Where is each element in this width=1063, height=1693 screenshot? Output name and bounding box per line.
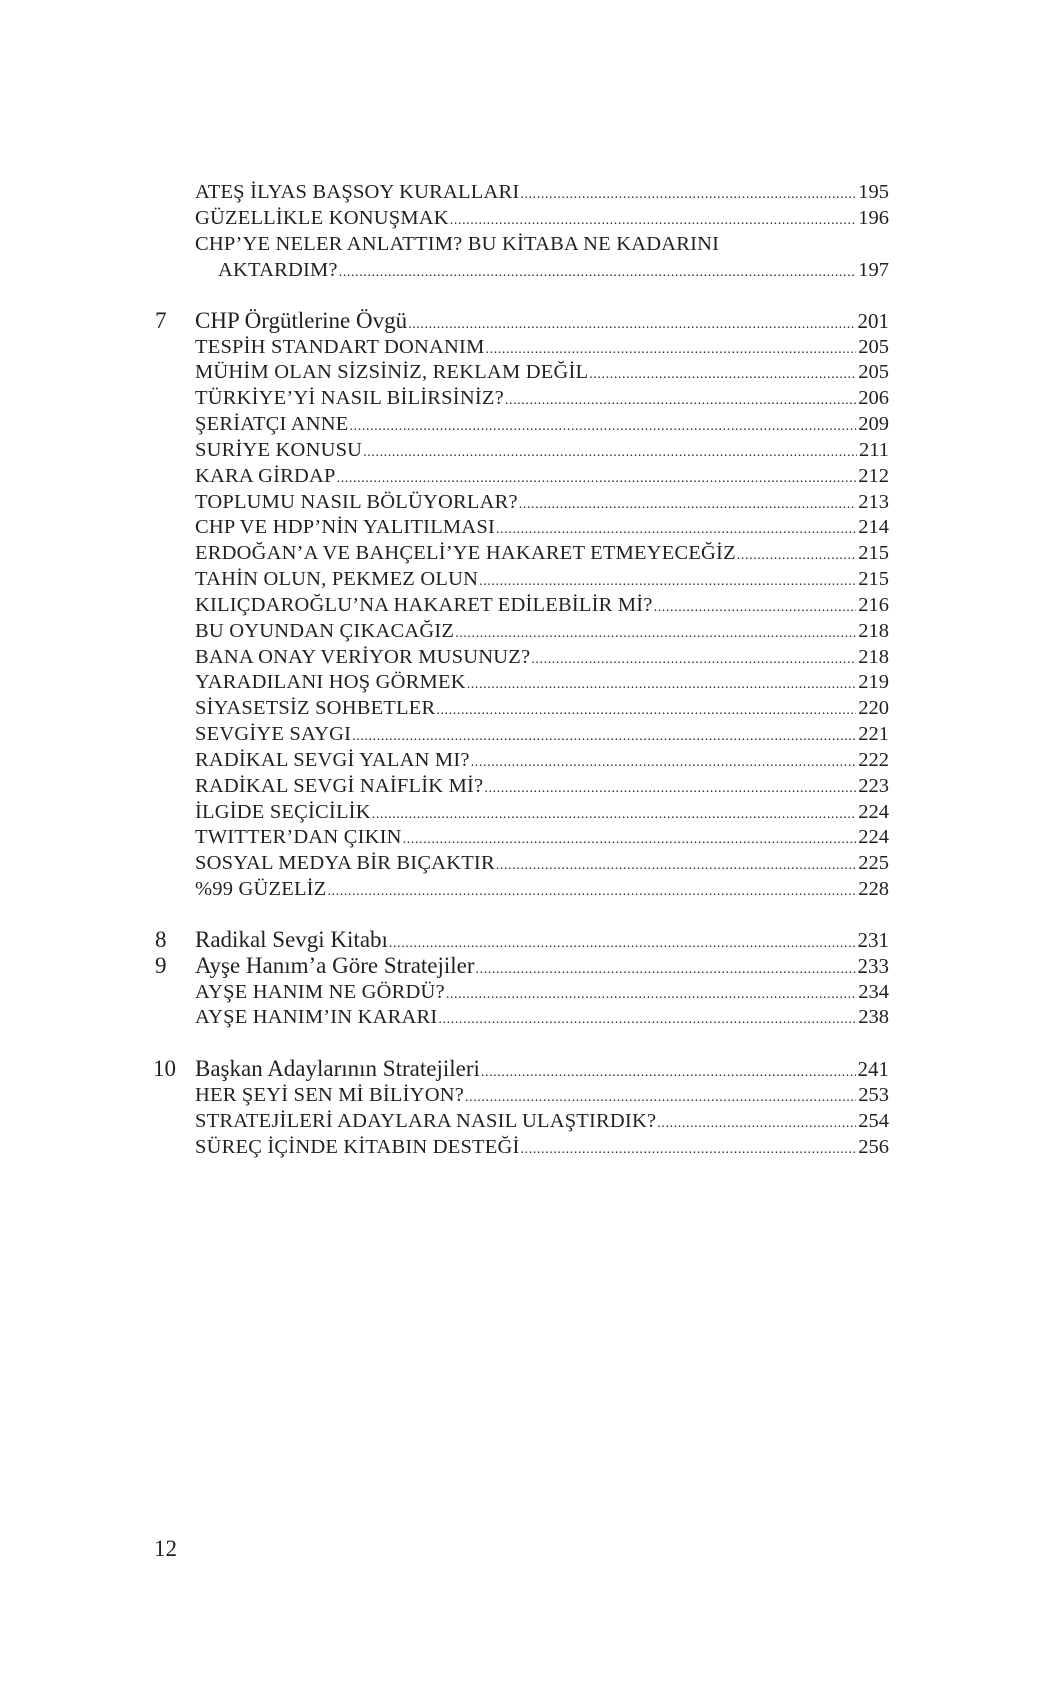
- chapter-number: 8: [155, 927, 167, 952]
- toc-entry-page: 233: [857, 954, 889, 978]
- toc-entry: [0, 1133, 1063, 1161]
- toc-entry-title: SİYASETSİZ SOHBETLER: [195, 697, 436, 719]
- toc-entry-page: 201: [857, 309, 889, 333]
- toc-entry-title: HER ŞEYİ SEN Mİ BİLİYON?: [195, 1084, 464, 1106]
- toc-entry-page: 223: [858, 775, 889, 797]
- toc-entry-page: 222: [858, 749, 889, 771]
- toc-entry-page: 253: [858, 1084, 889, 1106]
- toc-entry: [0, 333, 1063, 361]
- toc-entry-page: 241: [857, 1057, 889, 1081]
- toc-entry: [0, 436, 1063, 464]
- toc-entry: [0, 668, 1063, 696]
- toc-entry: [0, 643, 1063, 671]
- toc-entry-page: 213: [858, 491, 889, 513]
- toc-entry-page: 216: [858, 594, 889, 616]
- chapter-title: Başkan Adaylarının Stratejileri: [195, 1056, 480, 1081]
- toc-entry-page: 220: [858, 697, 889, 719]
- chapter-number: 7: [155, 308, 167, 333]
- dot-leader: [438, 1006, 856, 1034]
- toc-entry: [0, 384, 1063, 412]
- toc-entry-title: TWITTER’DAN ÇIKIN: [195, 826, 402, 848]
- toc-entry-title: TESPİH STANDART DONANIM: [195, 336, 485, 358]
- toc-entry: [0, 1081, 1063, 1109]
- toc-chapter: [0, 1055, 1063, 1083]
- toc-entry-page: 196: [858, 207, 889, 229]
- toc-entry: [0, 849, 1063, 877]
- toc-entry-title: RADİKAL SEVGİ YALAN MI?: [195, 749, 470, 771]
- toc-entry-title: CHP’YE NELER ANLATTIM? BU KİTABA NE KADARINI: [195, 233, 720, 255]
- toc-entry-page: 225: [858, 852, 889, 874]
- chapter-number: 10: [153, 1056, 176, 1081]
- toc-entry-continuation: [0, 256, 1063, 284]
- toc-entry-page: 209: [858, 413, 889, 435]
- toc-entry-page: 238: [858, 1006, 889, 1028]
- toc-entry-page: 221: [858, 723, 889, 745]
- toc-entry-page: 254: [858, 1110, 889, 1132]
- chapter-title: Radikal Sevgi Kitabı: [195, 927, 388, 952]
- toc-entry-page: 212: [858, 465, 889, 487]
- toc-entry-page: 206: [858, 387, 889, 409]
- toc-entry-page: 211: [859, 439, 889, 461]
- toc-entry-title: ATEŞ İLYAS BAŞSOY KURALLARI: [195, 181, 520, 203]
- page-number: 12: [154, 1536, 177, 1561]
- toc-entry-title: GÜZELLİKLE KONUŞMAK: [195, 207, 449, 229]
- toc-entry-title: ŞERİATÇI ANNE: [195, 413, 349, 435]
- toc-entry: [0, 875, 1063, 903]
- toc-entry-title: MÜHİM OLAN SİZSİNİZ, REKLAM DEĞİL: [195, 361, 589, 383]
- toc-entry: [0, 798, 1063, 826]
- toc-entry-title: TAHİN OLUN, PEKMEZ OLUN: [195, 568, 479, 590]
- toc-entry-page: 219: [858, 671, 889, 693]
- toc-entry: [0, 565, 1063, 593]
- toc-entry-title: SÜREÇ İÇİNDE KİTABIN DESTEĞİ: [195, 1136, 520, 1158]
- toc-entry-page: 215: [858, 542, 889, 564]
- toc-entry-title: SURİYE KONUSU: [195, 439, 363, 461]
- toc-entry: [0, 772, 1063, 800]
- toc-entry-title: CHP VE HDP’NİN YALITILMASI: [195, 516, 495, 538]
- toc-entry-page: 218: [858, 620, 889, 642]
- toc-entry-page: 234: [858, 981, 889, 1003]
- toc-entry: [0, 591, 1063, 619]
- toc-entry-page: 195: [858, 181, 889, 203]
- toc-entry-title: AYŞE HANIM NE GÖRDÜ?: [195, 981, 445, 1003]
- toc-entry-title: İLGİDE SEÇİCİLİK: [195, 801, 371, 823]
- toc-entry-title: TOPLUMU NASIL BÖLÜYORLAR?: [195, 491, 518, 513]
- toc-entry-title: AYŞE HANIM’IN KARARI: [195, 1006, 438, 1028]
- toc-entry-title: BANA ONAY VERİYOR MUSUNUZ?: [195, 646, 531, 668]
- toc-entry: [0, 720, 1063, 748]
- toc-entry: [0, 746, 1063, 774]
- toc-entry-title: SOSYAL MEDYA BİR BIÇAKTIR: [195, 852, 495, 874]
- toc-entry-page: 205: [858, 361, 889, 383]
- toc-entry-title: RADİKAL SEVGİ NAİFLİK Mİ?: [195, 775, 484, 797]
- toc-entry-title: %99 GÜZELİZ: [195, 878, 327, 900]
- toc-entry-page: 214: [858, 516, 889, 538]
- chapter-title: CHP Örgütlerine Övgü: [195, 308, 408, 333]
- toc-entry-page: 224: [858, 801, 889, 823]
- toc-entry: [0, 823, 1063, 851]
- toc-entry-page: 197: [858, 259, 889, 281]
- toc-chapter: [0, 952, 1063, 980]
- toc-entry: [0, 513, 1063, 541]
- toc-entry: [0, 617, 1063, 645]
- toc-entry-page: 205: [858, 336, 889, 358]
- dot-leader: [339, 259, 857, 287]
- chapter-title: Ayşe Hanım’a Göre Stratejiler: [195, 953, 475, 978]
- dot-leader: [521, 1136, 857, 1164]
- chapter-number: 9: [155, 953, 167, 978]
- toc-entry: [0, 204, 1063, 232]
- toc-entry-page: 256: [858, 1136, 889, 1158]
- toc-entry-title: TÜRKİYE’Yİ NASIL BİLİRSİNİZ?: [195, 387, 504, 409]
- toc-entry: [0, 178, 1063, 206]
- toc-entry: [0, 978, 1063, 1006]
- toc-entry-title: BU OYUNDAN ÇIKACAĞIZ: [195, 620, 455, 642]
- toc-entry: [0, 358, 1063, 386]
- toc-entry-title: KILIÇDAROĞLU’NA HAKARET EDİLEBİLİR Mİ?: [195, 594, 653, 616]
- toc-entry-title: AKTARDIM?: [218, 259, 338, 281]
- toc-entry-title: KARA GİRDAP: [195, 465, 336, 487]
- toc-chapter: [0, 926, 1063, 954]
- toc-entry: [0, 488, 1063, 516]
- toc-entry: [0, 410, 1063, 438]
- toc-entry: [0, 539, 1063, 567]
- toc-entry-title: ERDOĞAN’A VE BAHÇELİ’YE HAKARET ETMEYECEĞİZ: [195, 542, 736, 564]
- dot-leader: [327, 878, 856, 906]
- toc-entry: [0, 1107, 1063, 1135]
- toc-entry: [0, 694, 1063, 722]
- toc-chapter: [0, 307, 1063, 335]
- toc-entry-page: 215: [858, 568, 889, 590]
- toc-entry-page: 231: [857, 928, 889, 952]
- toc-entry-title: SEVGİYE SAYGI: [195, 723, 352, 745]
- toc-entry: [0, 230, 1063, 258]
- toc-entry-page: 224: [858, 826, 889, 848]
- toc-entry: [0, 462, 1063, 490]
- toc-entry-title: STRATEJİLERİ ADAYLARA NASIL ULAŞTIRDIK?: [195, 1110, 657, 1132]
- toc-entry-page: 228: [858, 878, 889, 900]
- toc-entry-title: YARADILANI HOŞ GÖRMEK: [195, 671, 466, 693]
- toc-entry: [0, 1003, 1063, 1031]
- toc-entry-page: 218: [858, 646, 889, 668]
